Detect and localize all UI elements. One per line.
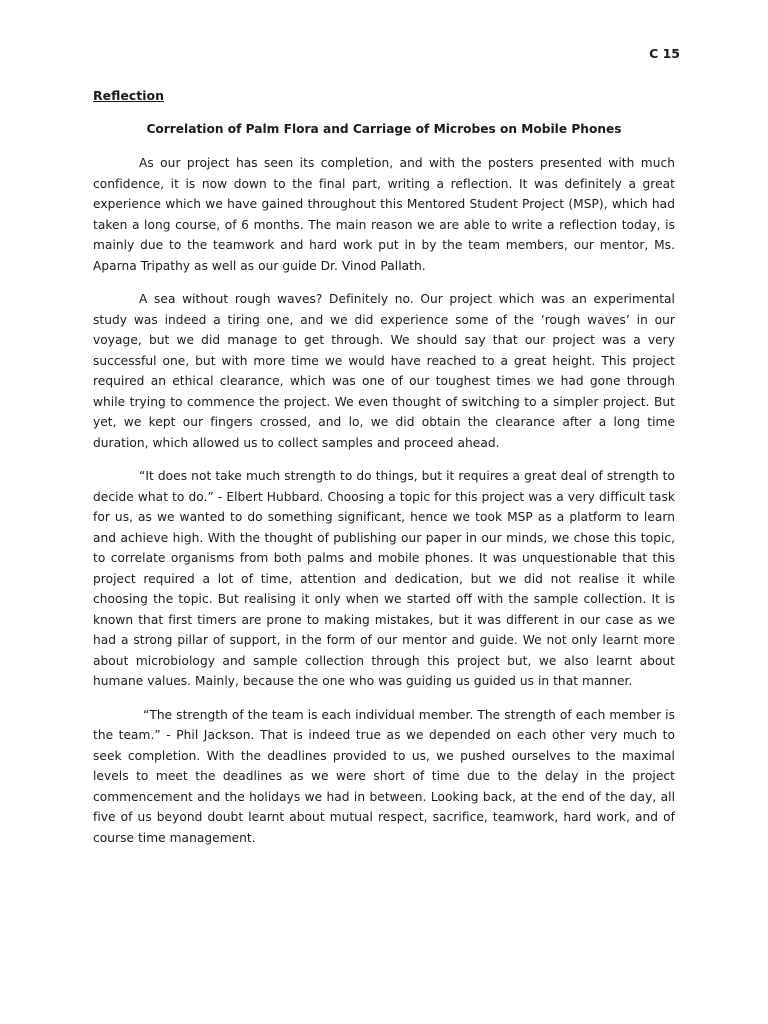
section-heading: Reflection <box>93 88 165 103</box>
paragraph: As our project has seen its completion, and with the posters presented with much confidence, it is now down to the final part, writing a reflection. It was definitely a great experience which we have gained throughout this Mentored Student Project (MSP), which had taken a long course, of 6 months. The main reason we are able to write a reflection today, is mainly due to the teamwork and hard work put in by the team members, our mentor, Ms. Aparna Tripathy as well as our guide Dr. Vinod Pallath. <box>93 156 675 273</box>
document-body <box>93 153 675 861</box>
document-title: Correlation of Palm Flora and Carriage of Microbes on Mobile Phones <box>146 122 622 136</box>
paragraph: “It does not take much strength to do things, but it requires a great deal of strength to decide what to do.” - Elbert Hubbard. Choosing a topic for this project was a very difficult task for us, as we wanted to do something significant, hence we took MSP as a platform to learn and achieve high. With the thought of publishing our paper in our minds, we chose this topic, to correlate organisms from both palms and mobile phones. It was unquestionable that this project required a lot of time, attention and dedication, but we did not realise it while choosing the topic. But realising it only when we started off with the sample collection. It is known that first timers are prone to making mistakes, but it was different in our case as we had a strong pillar of support, in the form of our mentor and guide. We not only learnt more about microbiology and sample collection through this project but, we also learnt about humane values. Mainly, because the one who was guiding us guided us in that manner. <box>93 469 675 688</box>
page-number: C 15 <box>649 46 680 61</box>
paragraph: A sea without rough waves? Definitely no. Our project which was an experimental study was indeed a tiring one, and we did experience some of the ‘rough waves’ in our voyage, but we did manage to get through. We should say that our project was a very successful one, but with more time we would have reached to a great height. This project required an ethical clearance, which was one of our toughest times we had gone through while trying to commence the project. We even thought of switching to a simpler project. But yet, we kept our fingers crossed, and lo, we did obtain the clearance after a long time duration, which allowed us to collect samples and proceed ahead. <box>93 292 675 450</box>
paragraph: “The strength of the team is each individual member. The strength of each member is the team.” - Phil Jackson. That is indeed true as we depended on each other very much to seek completion. With the deadlines provided to us, we pushed ourselves to the maximal levels to meet the deadlines as we were short of time due to the delay in the project commencement and the holidays we had in between. Looking back, at the end of the day, all five of us beyond doubt learnt about mutual respect, sacrifice, teamwork, hard work, and of course time management. <box>93 707 675 845</box>
